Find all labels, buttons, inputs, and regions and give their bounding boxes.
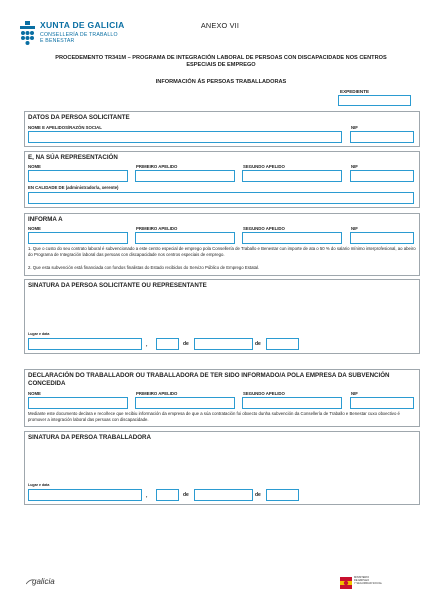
signature-worker-title: SINATURA DA PERSOA TRABALLADORA	[28, 434, 151, 441]
ministry-logo	[340, 574, 414, 592]
inf-segundo-label: SEGUNDO APELIDO	[243, 226, 285, 231]
logo-subtitle	[40, 32, 118, 45]
sig-app-comma: ,	[146, 342, 148, 348]
ministry-line2: DE EMPLEO	[354, 579, 370, 583]
sig-wrk-year-field[interactable]	[266, 489, 299, 501]
dec-nome-field[interactable]	[28, 397, 128, 409]
sig-app-place-label: Lugar e data	[28, 332, 50, 336]
signature-applicant-section	[24, 279, 420, 354]
sig-app-day-field[interactable]	[156, 338, 179, 350]
logo-title: XUNTA DE GALICIA	[40, 20, 125, 30]
sig-app-de2: de	[255, 341, 261, 347]
dec-nif-label: NIF	[351, 391, 358, 396]
rep-segundo-field[interactable]	[242, 170, 342, 182]
sig-wrk-comma: ,	[146, 493, 148, 499]
rep-segundo-label: SEGUNDO APELIDO	[243, 164, 285, 169]
galicia-brand-logo	[32, 577, 55, 586]
expediente-label: EXPEDIENTE	[340, 89, 370, 94]
inf-nif-field[interactable]	[350, 232, 414, 244]
rep-quality-field[interactable]	[28, 192, 414, 204]
rep-nome-field[interactable]	[28, 170, 128, 182]
applicant-nif-field[interactable]	[350, 131, 414, 143]
sig-wrk-place-label: Lugar e data	[28, 483, 50, 487]
signature-applicant-title: SINATURA DA PERSOA SOLICITANTE OU REPRESENTANTE	[28, 282, 207, 289]
applicant-name-field[interactable]	[28, 131, 342, 143]
representation-section	[24, 151, 420, 208]
info-title: INFORMACIÓN ÁS PERSOAS TRABALLADORAS	[155, 79, 287, 85]
sig-wrk-day-field[interactable]	[156, 489, 179, 501]
sig-app-year-field[interactable]	[266, 338, 299, 350]
applicant-nif-label: NIF	[351, 125, 358, 130]
inf-nif-label: NIF	[351, 226, 358, 231]
ministry-line3: Y SEGURIDAD SOCIAL	[354, 582, 383, 586]
logo-subtitle-line1: CONSELLERÍA DE TRABALLO	[40, 32, 118, 38]
xunta-logo-icon	[20, 21, 35, 45]
inf-segundo-field[interactable]	[242, 232, 342, 244]
rep-nif-label: NIF	[351, 164, 358, 169]
rep-nome-label: NOME	[28, 164, 41, 169]
ministry-line1: MINISTERIO	[354, 576, 370, 579]
inf-primeiro-label: PRIMEIRO APELIDO	[136, 226, 178, 231]
dec-segundo-label: SEGUNDO APELIDO	[243, 391, 285, 396]
inf-point-1: 1. Que o custo do seu contrato laboral é subvencionado a este centro especial de emprego pola Consellería de Traballo e Benestar cun importe de ata o 50 % do salario mínimo interprofesional, ao abeiro do Programa de Integración laboral das persoas con discapacidade nos centros especiais de emprego.	[28, 246, 416, 257]
informs-section	[24, 213, 420, 276]
dec-text: Mediante este documento declara e recoñece que recibiu información da empresa de que a súa contratación foi obxecto dunha subvención da Consellería de Traballo e Benestar cuxo obxectivo é promover a integración laboral das persoas con discapacidade.	[28, 411, 400, 422]
dec-segundo-field[interactable]	[242, 397, 342, 409]
rep-quality-label: EN CALIDADE DE (administrador/a, xerente)	[28, 185, 119, 190]
declaration-section	[24, 369, 420, 427]
sig-app-month-field[interactable]	[194, 338, 253, 350]
logo-subtitle-line2: E BENESTAR	[40, 38, 75, 45]
dec-primeiro-label: PRIMEIRO APELIDO	[136, 391, 178, 396]
sig-app-place-field[interactable]	[28, 338, 142, 350]
representation-title: E, NA SÚA REPRESENTACIÓN	[28, 154, 118, 161]
ministry-text	[354, 576, 382, 586]
inf-nome-label: NOME	[28, 226, 41, 231]
dec-primeiro-field[interactable]	[135, 397, 235, 409]
sig-wrk-de1: de	[183, 492, 189, 498]
sig-wrk-month-field[interactable]	[194, 489, 253, 501]
sig-app-de1: de	[183, 341, 189, 347]
annex-title: ANEXO VII	[200, 21, 240, 30]
spain-coat-of-arms-icon	[340, 575, 352, 591]
expediente-field[interactable]	[338, 95, 411, 106]
sig-wrk-place-field[interactable]	[28, 489, 142, 501]
galicia-brand-text: galicia	[32, 577, 55, 586]
declaration-title: DECLARACIÓN DO TRABALLADOR OU TRABALLADORA DE TER SIDO INFORMADO/A POLA EMPRESA DA SUBVENCIÓN CONCEDIDA	[28, 372, 390, 387]
applicant-section	[24, 111, 420, 147]
galicia-swoosh-icon	[26, 579, 34, 585]
rep-nif-field[interactable]	[350, 170, 414, 182]
informs-title: INFORMA A	[28, 216, 63, 223]
sig-wrk-de2: de	[255, 492, 261, 498]
dec-nome-label: NOME	[28, 391, 41, 396]
signature-worker-section	[24, 431, 420, 505]
inf-point-2: 2. Que esta subvención está financiada con fondos finalistas do Estado recibidos do Servizo Público de Emprego Estatal.	[28, 265, 260, 270]
procedure-title: PROCEDEMENTO TR341M – PROGRAMA DE INTEGRACIÓN LABORAL DE PERSOAS CON DISCAPACIDADE NOS CENTROS ESPECIAIS DE EMPREGO	[55, 55, 387, 68]
applicant-title: DATOS DA PERSOA SOLICITANTE	[28, 114, 130, 121]
rep-primeiro-label: PRIMEIRO APELIDO	[136, 164, 178, 169]
rep-primeiro-field[interactable]	[135, 170, 235, 182]
applicant-name-label: NOME E APELIDOS/RAZÓN SOCIAL	[28, 125, 102, 130]
inf-nome-field[interactable]	[28, 232, 128, 244]
dec-nif-field[interactable]	[350, 397, 414, 409]
inf-primeiro-field[interactable]	[135, 232, 235, 244]
